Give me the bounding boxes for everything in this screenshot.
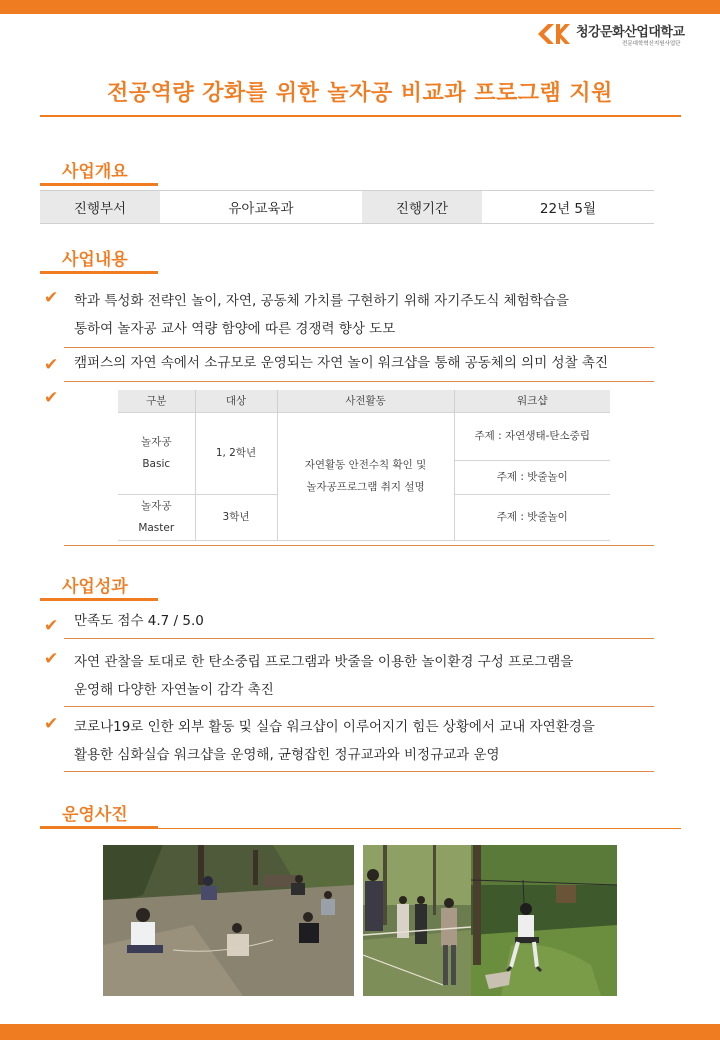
section-underline xyxy=(40,183,158,186)
activity-photo-rope-pull xyxy=(363,845,471,996)
logo-subtitle: 전문대학혁신지원사업단 xyxy=(622,41,681,47)
table-header-target: 대상 xyxy=(195,390,277,412)
check-icon: ✔ xyxy=(44,616,59,636)
table-header-category: 구분 xyxy=(118,390,195,412)
period-label: 진행기간 xyxy=(362,191,482,223)
section-underline xyxy=(40,826,158,829)
title-underline xyxy=(40,115,681,117)
master-workshop: 주제 : 밧줄놀이 xyxy=(454,494,610,540)
section-underline xyxy=(40,271,158,274)
dept-value: 유아교육과 xyxy=(228,201,294,217)
divider xyxy=(158,828,681,829)
section-underline xyxy=(40,598,158,601)
top-accent-bar xyxy=(0,0,720,14)
table-header-pre-activity: 사전활동 xyxy=(277,390,454,412)
result-item-3: 코로나19로 인한 외부 활동 및 실습 워크샵이 이루어지기 힘든 상황에서 교내 자연환경을 활용한 심화실습 워크샵을 운영해, 균형잡힌 정규교과와 비정규교과 운영 xyxy=(74,719,595,763)
activity-photo-ground xyxy=(103,845,354,996)
divider xyxy=(64,381,654,382)
bottom-accent-bar xyxy=(0,1024,720,1040)
check-icon: ✔ xyxy=(44,355,59,375)
section-heading-photos: 운영사진 xyxy=(62,805,128,825)
table-header-workshop: 워크샵 xyxy=(454,390,610,412)
content-item-1: 학과 특성화 전략인 놀이, 자연, 공동체 가치를 구현하기 위해 자기주도식 체험학습을 통하여 놀자공 교사 역량 함양에 따른 경쟁력 향상 도모 xyxy=(74,293,569,337)
content-item-2: 캠퍼스의 자연 속에서 소규모로 운영되는 자연 놀이 워크샵을 통해 공동체의 의미 성찰 촉진 xyxy=(74,355,609,371)
school-logo xyxy=(536,20,716,48)
result-item-1: 만족도 점수 4.7 / 5.0 xyxy=(74,613,204,629)
basic-workshop-1: 주제 : 자연생태-탄소중립 xyxy=(454,412,610,460)
divider xyxy=(64,638,654,639)
pre-activity: 자연활동 안전수칙 확인 및 놀자공프로그램 취지 설명 xyxy=(277,412,454,540)
basic-workshop-2: 주제 : 밧줄놀이 xyxy=(454,460,610,494)
program-table xyxy=(118,390,610,541)
divider xyxy=(64,771,654,772)
check-icon: ✔ xyxy=(44,288,59,308)
divider xyxy=(64,706,654,707)
master-label: 놀자공 Master xyxy=(118,494,195,540)
overview-table xyxy=(40,190,654,224)
master-target: 3학년 xyxy=(195,494,277,540)
section-heading-content: 사업내용 xyxy=(62,250,128,270)
check-icon: ✔ xyxy=(44,714,59,734)
result-item-2: 자연 관찰을 토대로 한 탄소중립 프로그램과 밧줄을 이용한 놀이환경 구성 프로그램을 운영해 다양한 자연놀이 감각 촉진 xyxy=(74,654,574,698)
dept-label: 진행부서 xyxy=(40,191,160,223)
check-icon: ✔ xyxy=(44,388,59,408)
ck-logo-icon xyxy=(536,22,574,46)
basic-label: 놀자공 Basic xyxy=(118,412,195,494)
section-heading-overview: 사업개요 xyxy=(62,162,128,182)
check-icon: ✔ xyxy=(44,649,59,669)
activity-photo-rope-swing xyxy=(471,845,617,996)
logo-name: 청강문화산업대학교 xyxy=(576,25,685,40)
divider xyxy=(64,545,654,546)
section-heading-results: 사업성과 xyxy=(62,577,128,597)
basic-target: 1, 2학년 xyxy=(195,412,277,494)
period-value: 22년 5월 xyxy=(539,201,597,217)
divider xyxy=(64,347,654,348)
page-title: 전공역량 강화를 위한 놀자공 비교과 프로그램 지원 xyxy=(107,81,613,106)
